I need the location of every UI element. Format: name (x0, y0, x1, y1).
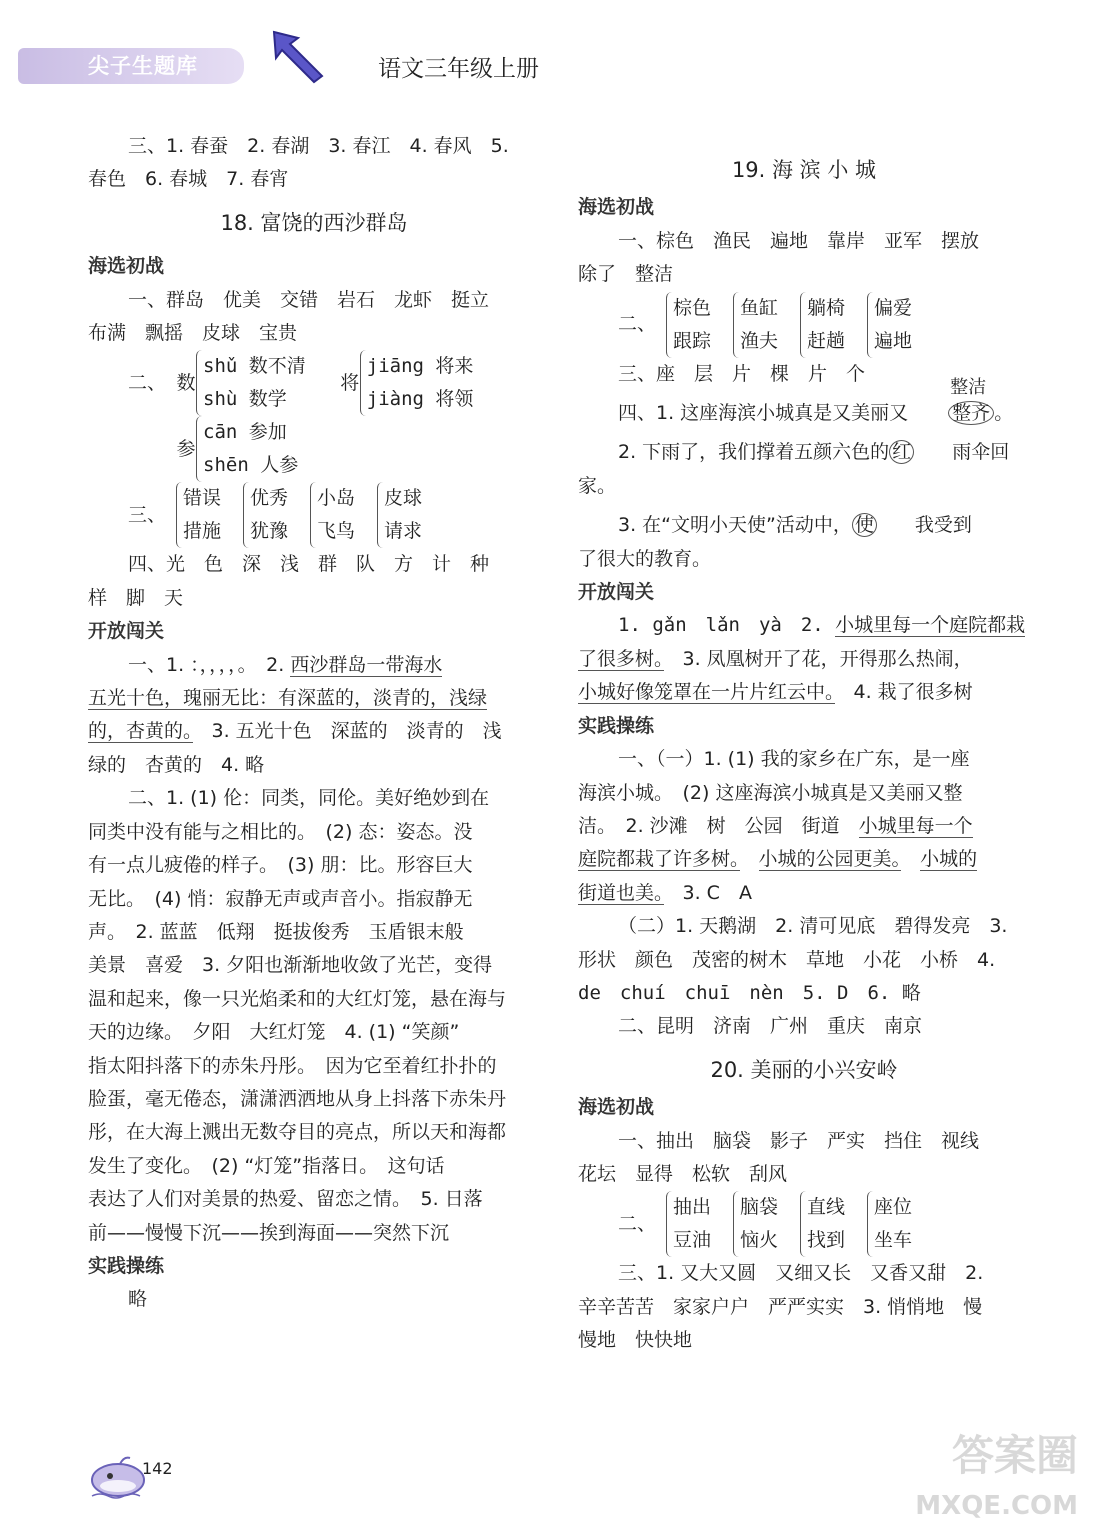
polyphone-char: 参 (176, 437, 196, 460)
polyphone-char: 数 (176, 371, 196, 394)
text-line: 布满 飘摇 皮球 宝贵 (88, 322, 298, 345)
correction-mark: 整洁 整齐 (908, 397, 994, 430)
text-line: 三、1. 春蚕 2. 春湖 3. 春江 4. 春风 5. (128, 135, 509, 157)
item-label: 二、 (128, 371, 167, 394)
text-line: 表达了人们对美景的热爱、留恋之情。 5. 日落 (88, 1188, 483, 1211)
text-line: 四、光 色 深 浅 群 队 方 计 种 (128, 553, 490, 576)
text-line: 庭院都栽了许多树。 小城的公园更美。 小城的 (578, 848, 978, 871)
pinyin-entry: cān 参加 (203, 421, 287, 444)
polyphone-char: 将 (340, 371, 360, 394)
word-pair: 小岛 飞鸟 (310, 482, 355, 548)
text-line: 形状 颜色 茂密的树木 草地 小花 小桥 4. (578, 948, 996, 971)
text-line: 美景 喜爱 3. 夕阳也渐渐地收敛了光芒，变得 (88, 954, 493, 977)
text-line: 3. 在“文明小天使”活动中， 使 我受到 (618, 514, 972, 537)
text-line: 三、1. 又大又圆 又细又长 又香又甜 2. (618, 1262, 984, 1285)
text-line: 天的边缘。 夕阳 大红灯笼 4. (1) “笑颜” (88, 1021, 460, 1044)
circled-char: 红 (889, 440, 914, 464)
text-line: 辛辛苦苦 家家户户 严严实实 3. 悄悄地 慢 (578, 1295, 983, 1318)
pinyin-group (176, 416, 320, 482)
circled-char: 使 (852, 513, 877, 537)
pinyin-brace (360, 350, 474, 416)
text-line: 声。 2. 蓝蓝 低翔 挺拔俊秀 玉盾银末般 (88, 920, 464, 943)
text-line: 前——慢慢下沉——挨到海面——突然下沉 (88, 1221, 450, 1244)
text-line: 彤，在大海上溅出无数夺目的亮点，所以天和海都 (88, 1121, 507, 1144)
watermark: 答案圈 MXQE.COM (915, 1431, 1078, 1521)
text-line: 一、群岛 优美 交错 岩石 龙虾 挺立 (128, 288, 490, 311)
section-heading: 开放闯关 (578, 581, 655, 604)
text-line: 小城好像笼罩在一片片红云中。 4. 栽了很多树 (578, 681, 973, 704)
text-line: 慢地 快快地 (578, 1329, 693, 1352)
text-line: 除了 整洁 (578, 263, 674, 286)
text-line: 四、1. 这座海滨小城真是又美丽又 整洁 整齐 。 (578, 397, 1030, 430)
word-pairs-row (578, 292, 1030, 358)
text-line: 绿的 杏黄的 4. 略 (88, 753, 265, 776)
text-line: 春色 6. 春城 7. 春宵 (88, 168, 289, 191)
pinyin-entry: jiàng 将领 (366, 388, 474, 411)
word-pairs-row (88, 482, 540, 548)
word-pair: 躺椅 赶趟 (800, 292, 845, 358)
text-line: 发生了变化。 (2) “灯笼”指落日。 这句话 (88, 1154, 445, 1177)
text-line: 有一点儿疲倦的样子。 (3) 朋：比。形容巨大 (88, 854, 473, 877)
word-pair: 偏爱 遍地 (867, 292, 912, 358)
pinyin-brace (196, 416, 298, 482)
text-line: 家。 (578, 474, 617, 497)
text-line: 1. gǎn lǎn yà 2. 小城里每一个庭院都栽 (618, 614, 1026, 637)
text-line: （二）1. 天鹅湖 2. 清可见底 碧得发亮 3. (618, 915, 1008, 938)
text-line: 一、（一）1. (1) 我的家乡在广东，是一座 (618, 748, 970, 771)
text-line: 无比。 (4) 悄：寂静无声或声音小。指寂静无 (88, 887, 473, 910)
pinyin-group-row (88, 416, 540, 482)
word-pair: 错误 措施 (176, 482, 221, 548)
lesson-title-20: 20. 美丽的小兴安岭 (710, 1057, 898, 1082)
pinyin-entry: shēn 人参 (203, 454, 299, 477)
header-badge: 尖子生题库 (18, 48, 244, 84)
text-line: 二、昆明 济南 广州 重庆 南京 (618, 1015, 923, 1038)
section-heading: 开放闯关 (88, 620, 165, 643)
text-line: 洁。 2. 沙滩 树 公园 街道 小城里每一个 (578, 814, 973, 837)
text-line: 样 脚 天 (88, 586, 184, 609)
word-pair: 优秀 犹豫 (243, 482, 288, 548)
pinyin-group (340, 350, 496, 416)
pinyin-group-row (88, 350, 540, 416)
text-line: 2. 下雨了，我们撑着五颜六色的 红 雨伞回 (618, 441, 1010, 464)
page-title: 语文三年级上册 (378, 56, 539, 82)
section-heading: 海选初战 (88, 255, 165, 278)
word-pair: 抽出 豆油 (666, 1191, 711, 1257)
pinyin-group (176, 350, 328, 416)
section-heading: 海选初战 (578, 1096, 655, 1119)
word-pair: 座位 坐车 (867, 1191, 912, 1257)
pinyin-brace (196, 350, 306, 416)
item-label: 二、 (618, 1212, 657, 1235)
section-heading: 实践操练 (578, 714, 655, 737)
text-line: 街道也美。 3. C A (578, 881, 752, 904)
text-line: 海滨小城。 (2) 这座海滨小城真是又美丽又整 (578, 781, 963, 804)
text-line: 的，杏黄的。 3. 五光十色 深蓝的 淡青的 浅 (88, 720, 502, 743)
word-pair: 直线 找到 (800, 1191, 845, 1257)
item-label: 二、 (618, 312, 657, 335)
word-pair: 棕色 跟踪 (666, 292, 711, 358)
word-pair: 鱼缸 渔夫 (733, 292, 778, 358)
text-line: 三、座 层 片 棵 片 个 (618, 362, 866, 385)
lesson-title-19: 19. 海 滨 小 城 (731, 158, 877, 182)
section-heading: 海选初战 (578, 196, 655, 219)
text-line: 五光十色，瑰丽无比：有深蓝的，淡青的，浅绿 (88, 687, 488, 710)
text-line: 一、抽出 脑袋 影子 严实 挡住 视线 (618, 1129, 980, 1152)
lesson-title-18: 18. 富饶的西沙群岛 (220, 210, 408, 235)
text-line: 一、棕色 渔民 遍地 靠岸 亚军 摆放 (618, 229, 980, 252)
page-number: 142 (142, 1459, 173, 1478)
text-line: 了很大的教育。 (578, 547, 712, 570)
pinyin-entry: shù 数学 (203, 388, 287, 411)
text-line: 略 (128, 1288, 148, 1311)
text-line: 了很多树。 3. 凤凰树开了花，开得那么热闹， (578, 647, 973, 670)
item-label: 三、 (128, 503, 167, 526)
left-column (88, 130, 540, 1317)
text-line: 花坛 显得 松软 刮风 (578, 1162, 788, 1185)
pinyin-entry: jiāng 将来 (366, 355, 474, 378)
word-pairs-row (578, 1191, 1030, 1257)
text-line: 指太阳抖落下的赤朱丹彤。 因为它至着红扑扑的 (88, 1054, 497, 1077)
arrow-icon (268, 28, 326, 84)
text-line: 一、1. ：，，，，。 2. 西沙群岛一带海水 (128, 653, 443, 676)
text-line: 温和起来，像一只光焰柔和的大红灯笼，悬在海与 (88, 987, 507, 1010)
section-heading: 实践操练 (88, 1254, 165, 1277)
text-line: 二、1. (1) 伦：同类，同伦。美好绝妙到在 (128, 787, 490, 810)
text-line: de chuí chuī nèn 5. D 6. 略 (578, 981, 921, 1004)
text-line: 脸蛋，毫无倦态，潇潇洒洒地从身上抖落下赤朱丹 (88, 1087, 507, 1110)
word-pair: 脑袋 恼火 (733, 1191, 778, 1257)
word-pair: 皮球 请求 (377, 482, 422, 548)
right-column (578, 150, 1030, 1358)
pinyin-entry: shǔ 数不清 (203, 355, 306, 378)
text-line: 同类中没有能与之相比的。 (2) 态：姿态。没 (88, 820, 473, 843)
